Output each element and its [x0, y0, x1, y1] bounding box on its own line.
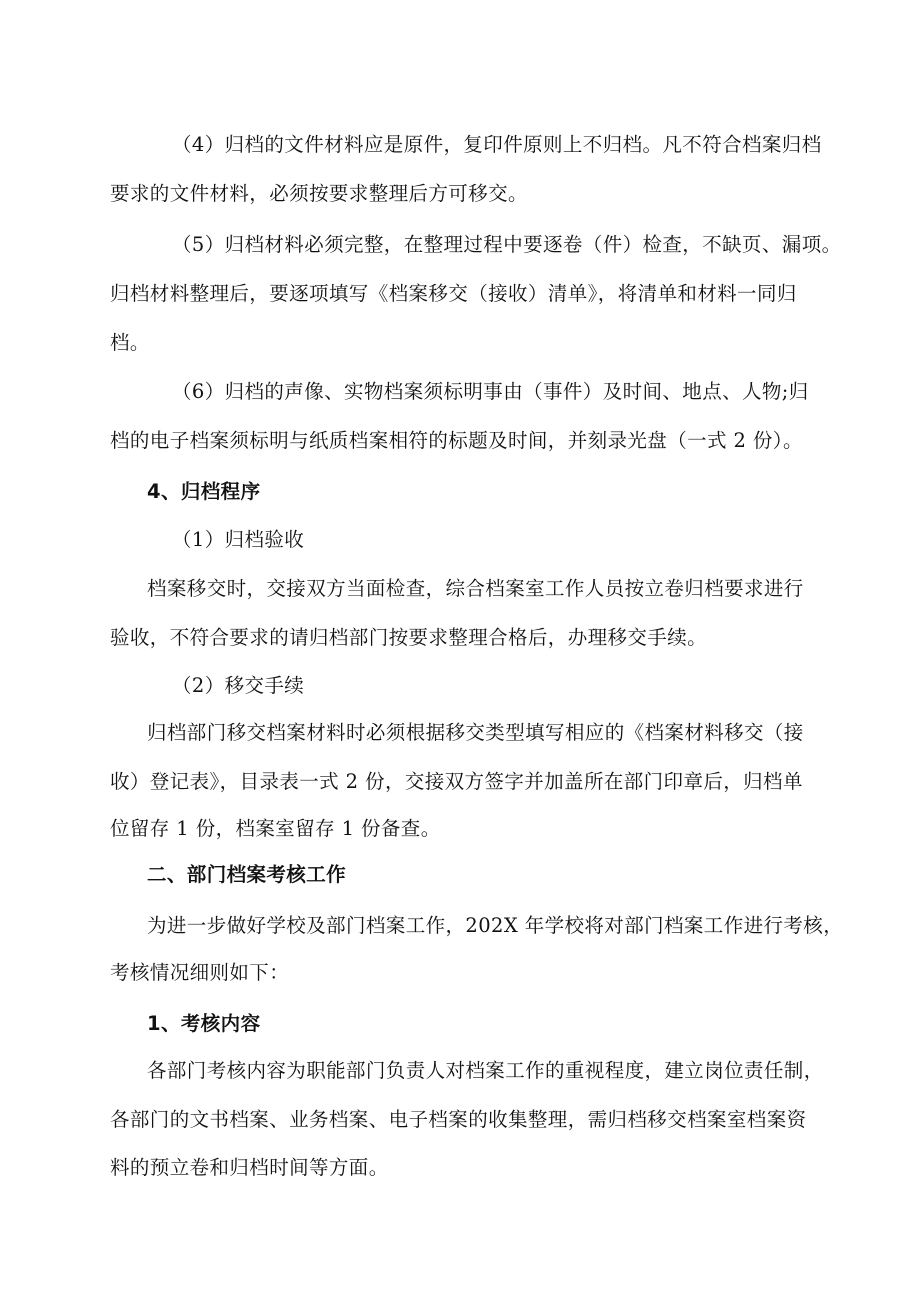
part-2-intro-line-1: 为进一步做好学校及部门档案工作，202X 年学校将对部门档案工作进行考核，	[147, 914, 844, 937]
paragraph-6-line-2: 档的电子档案须标明与纸质档案相符的标题及时间，并刻录光盘（一式 2 份）。	[110, 429, 803, 452]
section-1-heading: 1、考核内容	[147, 1012, 261, 1035]
paragraph-5-line-1: （5）归档材料必须完整，在整理过程中要逐卷（件）检查，不缺页、漏项。	[172, 233, 842, 256]
paragraph-6-line-1: （6）归档的声像、实物档案须标明事由（事件）及时间、地点、人物;归	[172, 380, 809, 403]
subsection-2-body-line-2: 收）登记表》，目录表一式 2 份，交接双方签字并加盖所在部门印章后，归档单	[110, 770, 803, 793]
section-1-body-line-3: 料的预立卷和归档时间等方面。	[110, 1156, 389, 1179]
paragraph-5-line-2: 归档材料整理后，要逐项填写《档案移交（接收）清单》，将清单和材料一同归	[110, 282, 797, 305]
section-1-body-line-1: 各部门考核内容为职能部门负责人对档案工作的重视程度，建立岗位责任制，	[147, 1059, 824, 1082]
subsection-2-body-line-1: 归档部门移交档案材料时必须根据移交类型填写相应的《档案材料移交（接	[147, 721, 804, 744]
paragraph-5-line-3: 档。	[110, 331, 150, 354]
subsection-2-heading: （2）移交手续	[172, 674, 305, 697]
subsection-1-body-line-2: 验收，不符合要求的请归档部门按要求整理合格后，办理移交手续。	[110, 626, 708, 649]
subsection-2-body-line-3: 位留存 1 份，档案室留存 1 份备查。	[110, 817, 441, 840]
part-2-heading: 二、部门档案考核工作	[147, 863, 347, 886]
section-4-heading: 4、归档程序	[147, 480, 261, 503]
subsection-1-heading: （1）归档验收	[172, 528, 305, 551]
part-2-intro-line-2: 考核情况细则如下：	[110, 961, 290, 984]
paragraph-4-line-2: 要求的文件材料，必须按要求整理后方可移交。	[110, 182, 528, 205]
section-1-body-line-2: 各部门的文书档案、业务档案、电子档案的收集整理，需归档移交档案室档案资	[110, 1108, 807, 1131]
subsection-1-body-line-1: 档案移交时，交接双方当面检查，综合档案室工作人员按立卷归档要求进行	[147, 577, 804, 600]
paragraph-4-line-1: （4）归档的文件材料应是原件，复印件原则上不归档。凡不符合档案归档	[172, 133, 822, 156]
